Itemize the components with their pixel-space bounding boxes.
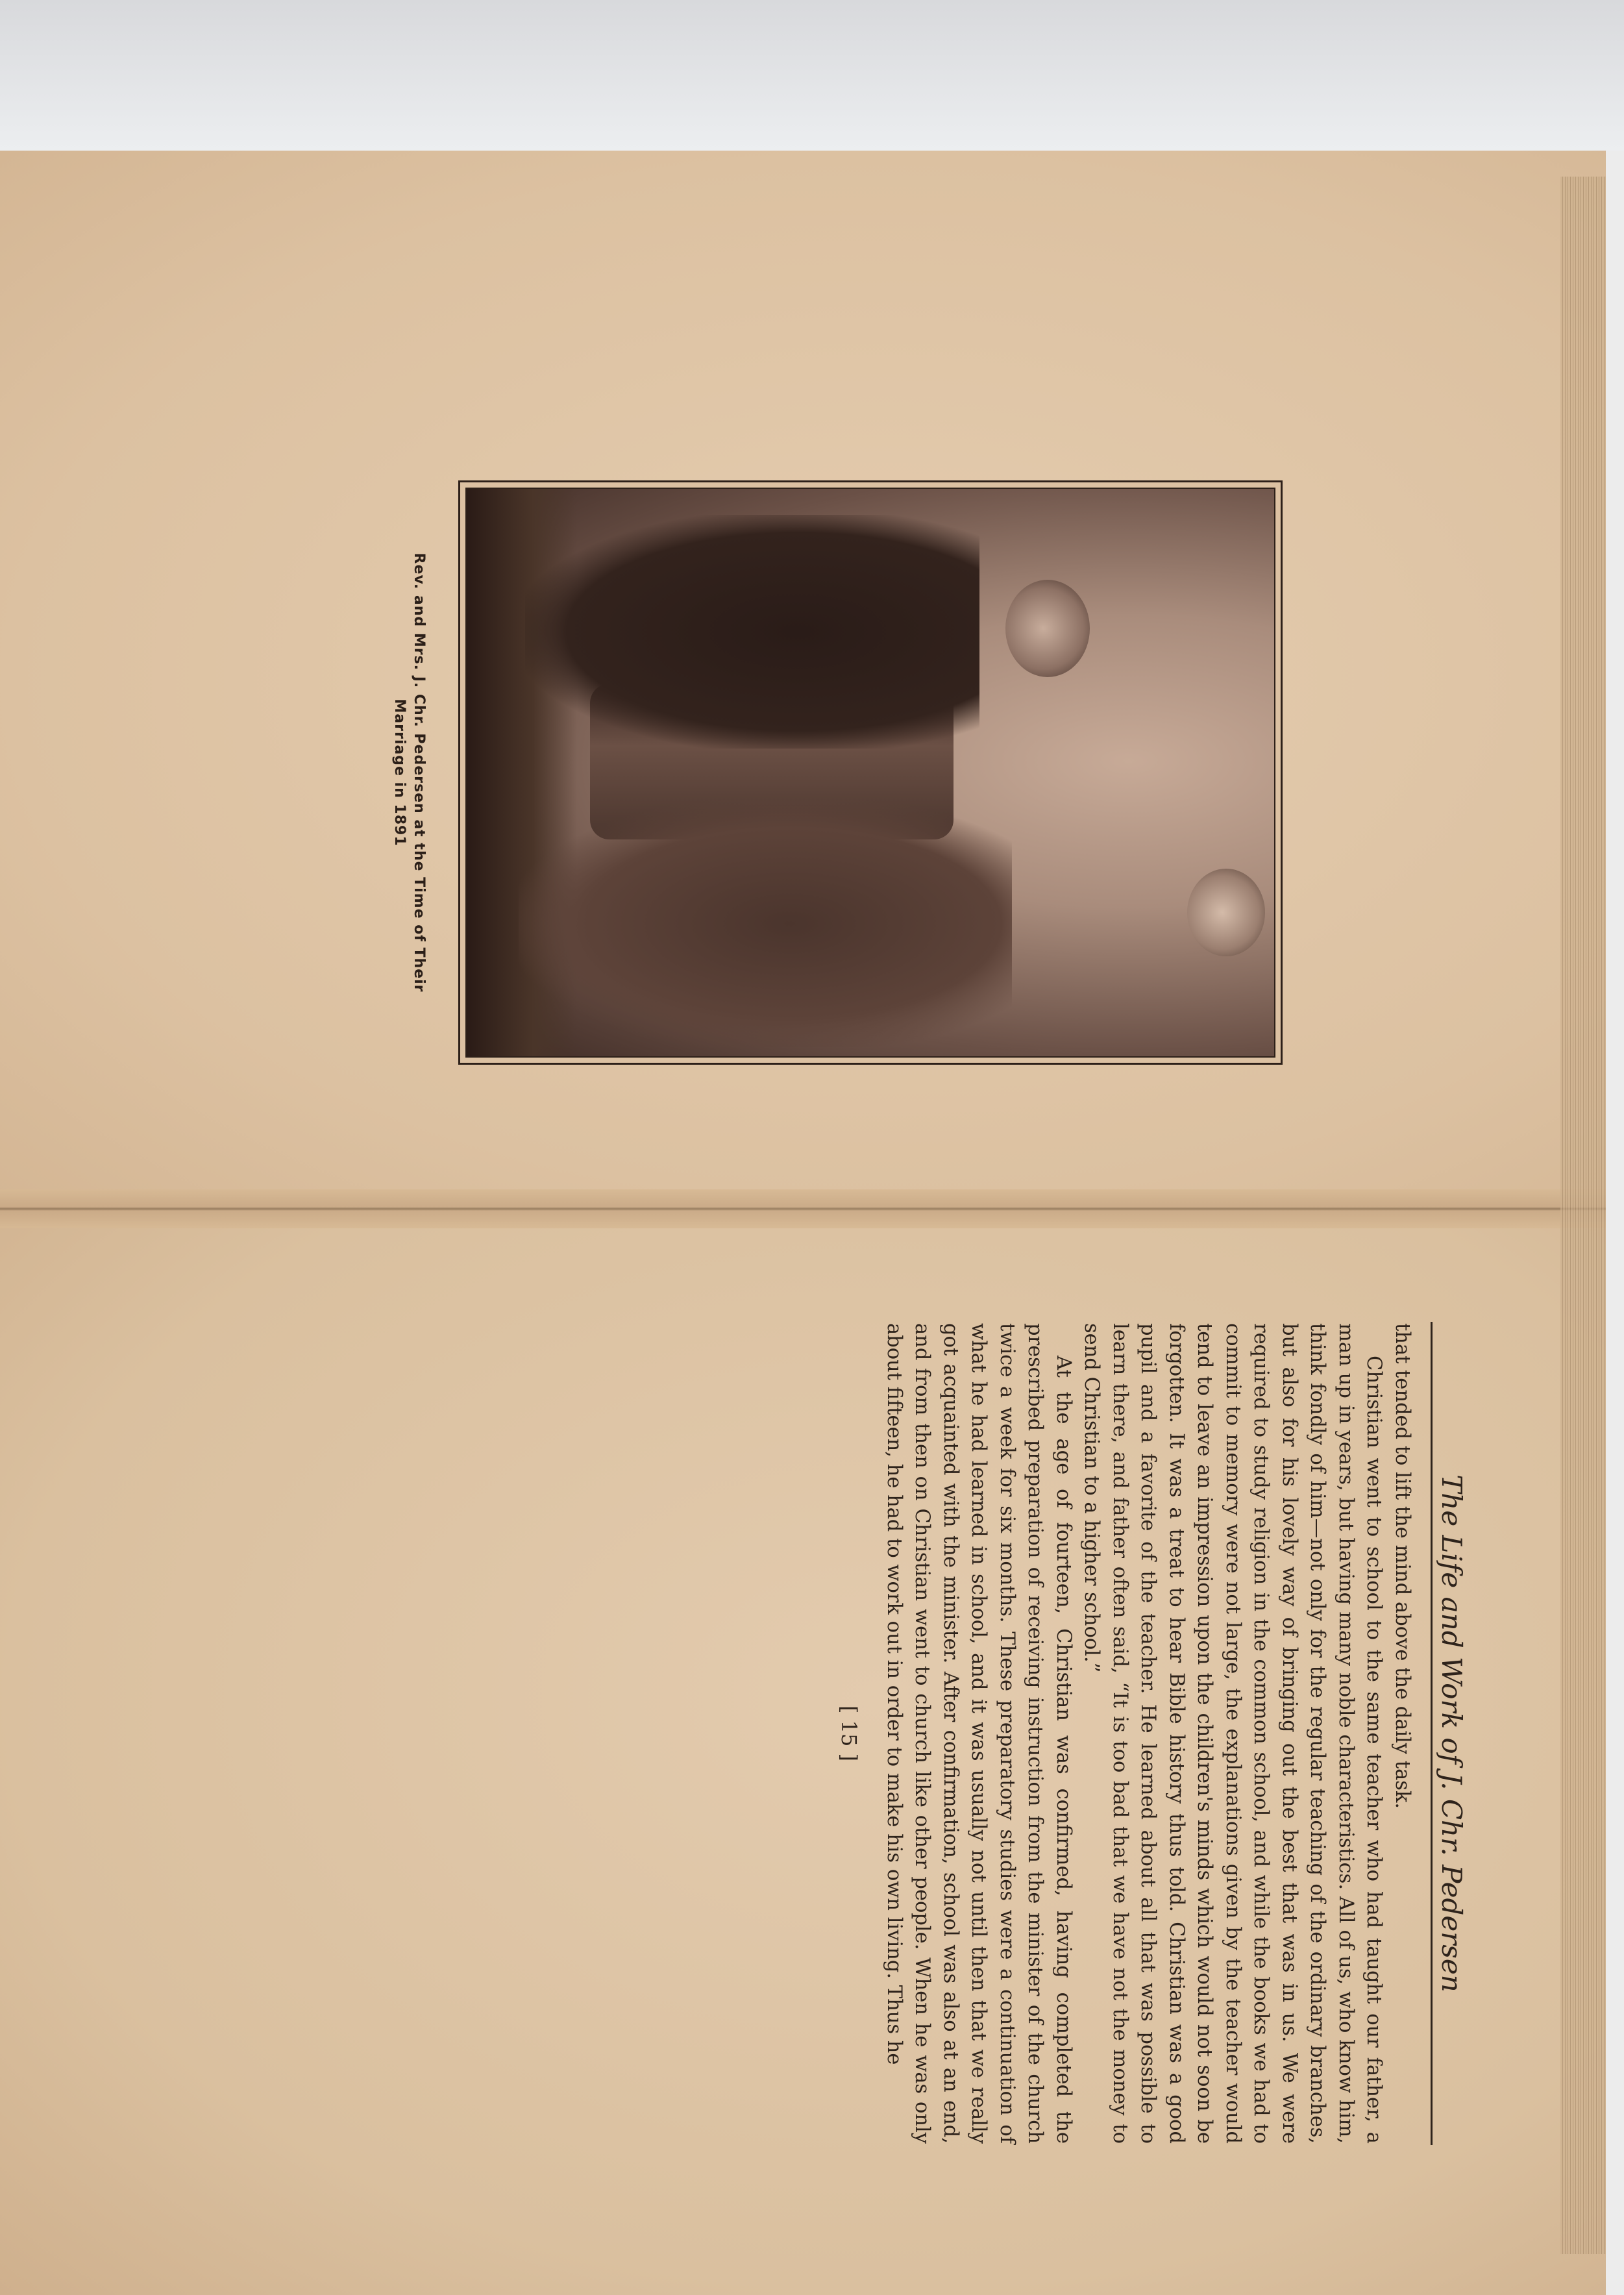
photo-man-head bbox=[1005, 580, 1090, 677]
caption-line-1: Rev. and Mrs. J. Chr. Pedersen at the Time of Their bbox=[411, 552, 427, 993]
scanner-edge bbox=[1606, 151, 1624, 2295]
paragraph: Christian went to school to the same teacher who had taught our father, a man up in years, but having many noble characteristics. All of us, who know him, think fondly of him—not only for the regular teaching of the ordinary branches, but also for his lovely way of bringing out the best that was in us. We were required to study religion in the common school, and while the books we had to commit to memory were not large, the explanations given by the teacher would tend to leave an impression upon the children's minds which would not soon be forgotten. It was a treat to hear Bible history thus told. Christian was a good pupil and a favorite of the teacher. He learned about all that was possible to learn there, and father often said, “It is too bad that we have not the money to send Christian to a higher school.” bbox=[1080, 1323, 1386, 2144]
photo-woman-head bbox=[1187, 869, 1265, 956]
paragraph: At the age of fourteen, Christian was confirmed, having completed the prescribed preparation of receiving instruction from the minister of the church twice a week for six months. These preparatory studies were a continuation of what he had learned in school, and it was usually not until then that we really got acquainted with the minister. After confirmation, school was also at an end, and from then on Christian went to church like other people. When he was only about fifteen, he had to work out in order to make his own living. Thus he bbox=[883, 1323, 1075, 2144]
book-gutter bbox=[0, 1189, 1606, 1228]
caption-line-2: Marriage in 1891 bbox=[391, 699, 408, 847]
scanner-background bbox=[0, 0, 1624, 151]
page-edges bbox=[1560, 177, 1606, 2254]
body-text bbox=[880, 1323, 1417, 2144]
running-head: The Life and Work of J. Chr. Pedersen bbox=[1431, 1322, 1470, 2145]
text-page-content bbox=[276, 1318, 1470, 2149]
photo-woman-figure bbox=[519, 800, 1012, 1047]
photograph-frame bbox=[458, 480, 1283, 1065]
paragraph: that tended to lift the mind above the daily task. bbox=[1391, 1323, 1414, 1809]
photo-caption bbox=[389, 519, 439, 1026]
wedding-photograph bbox=[465, 488, 1275, 1058]
page-number: [ 15 ] bbox=[837, 1705, 862, 1762]
photo-man-figure bbox=[525, 515, 979, 749]
